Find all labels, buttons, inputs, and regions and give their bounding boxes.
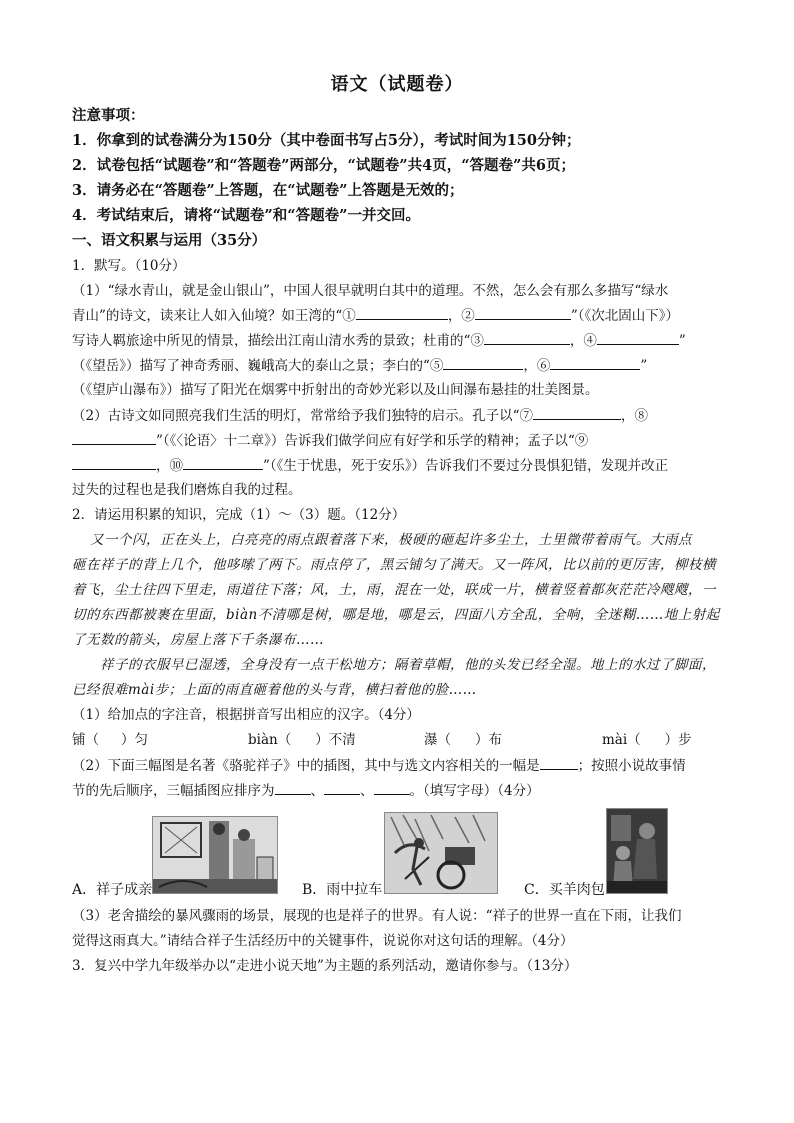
- q1-p2-line1: [72, 405, 722, 426]
- text: ，②: [447, 308, 475, 324]
- passage-line-7: 已经很难mài步；上面的雨直砸着他的头与背，横扫着他的脸……: [72, 682, 477, 698]
- q1-p2-line3: [72, 455, 722, 476]
- blank-8[interactable]: [72, 430, 156, 445]
- blank-9[interactable]: [72, 455, 156, 470]
- blank-6[interactable]: [550, 355, 640, 370]
- order-blank-1[interactable]: [275, 780, 311, 795]
- blank-4[interactable]: [597, 330, 679, 345]
- text: 节的先后顺序，三幅插图应排序为: [72, 783, 275, 799]
- text: ”: [678, 333, 686, 349]
- illustration-a-image: [152, 816, 278, 894]
- wedding-scene-icon: [153, 817, 277, 893]
- order-blank-2[interactable]: [324, 780, 360, 795]
- blank-10[interactable]: [183, 455, 263, 470]
- notice-item-1: 1．你拿到的试卷满分为150分（其中卷面书写占5分），考试时间为150分钟；: [72, 132, 581, 149]
- text: 铺（: [72, 732, 99, 748]
- q1-p2-line2: [72, 430, 722, 451]
- text: ）步: [664, 732, 692, 748]
- text: ，⑩: [156, 458, 183, 474]
- text: ”（《次北固山下》）: [570, 308, 679, 324]
- notice-item-3: 3．请务必在“答题卷”上答题，在“试题卷”上答题是无效的；: [72, 182, 464, 199]
- notice-heading: 注意事项：: [72, 107, 145, 124]
- text: 、: [310, 783, 324, 799]
- text: 瀑（: [424, 732, 451, 748]
- notice-item-2: 2．试卷包括“试题卷”和“答题卷”两部分，“试题卷”共4页，“答题卷”共6页；: [72, 157, 575, 174]
- illustration-a-caption: A．祥子成亲: [72, 882, 153, 898]
- rickshaw-rain-icon: [385, 813, 497, 893]
- illustration-c-image: [606, 808, 668, 894]
- q2-sub3-line1: （3）老舍描绘的暴风骤雨的场景，展现的也是祥子的世界。有人说：“祥子的世界一直在下雨，让我们: [72, 908, 682, 924]
- blank-1[interactable]: [356, 305, 448, 320]
- q1-p1-line1: （1）“绿水青山，就是金山银山”，中国人很早就明白其中的道理。不然，怎么会有那么多描写“绿水: [72, 283, 669, 299]
- pinyin-item-4: [602, 730, 692, 750]
- notice-item-4: 4．考试结束后，请将“试题卷”和“答题卷”一并交回。: [72, 207, 420, 224]
- q2-sub2-line2: [72, 780, 722, 801]
- illustration-b-image: [384, 812, 498, 894]
- text: （2）古诗文如同照亮我们生活的明灯，常常给予我们独特的启示。孔子以“⑦: [72, 408, 533, 424]
- pinyin-item-3: [424, 730, 502, 750]
- passage-line-1: 又一个闪，正在头上，白亮亮的雨点跟着落下来，极硬的砸起许多尘土，土里微带着雨气。大雨点: [90, 532, 692, 548]
- blank-3[interactable]: [484, 330, 570, 345]
- q1-p1-line2: [72, 305, 722, 326]
- passage-line-4: 切的东西都被裹在里面，biàn不清哪是树，哪是地，哪是云，四面八方全乱，全响，全迷糊……地上射起: [72, 607, 720, 623]
- q1-p1-line3: [72, 330, 722, 351]
- pinyin-item-1: [72, 730, 148, 750]
- text: ”（《生于忧患，死于安乐》）告诉我们不要过分畏惧犯错，发现并改正: [263, 458, 669, 474]
- passage-line-2: 砸在祥子的背上几个，他哆嗦了两下。雨点停了，黑云铺匀了满天。又一阵风，比以前的更厉害，柳枝横: [72, 557, 716, 573]
- blank-7[interactable]: [533, 405, 621, 420]
- q1-p1-line4: [72, 355, 722, 376]
- illustration-c-caption: C．买羊肉包: [524, 882, 605, 898]
- passage-line-6: 祥子的衣服早已湿透，全身没有一点干松地方；隔着草帽，他的头发已经全湿。地上的水过了脚面，: [100, 657, 716, 673]
- text: ）匀: [121, 732, 148, 748]
- q3-stem: 3．复兴中学九年级举办以“走进小说天地”为主题的系列活动，邀请你参与。（13分）: [72, 958, 578, 974]
- text: （2）下面三幅图是名著《骆驼祥子》中的插图，其中与选文内容相关的一幅是: [72, 758, 540, 774]
- q2-sub3-line2: 觉得这雨真大。”请结合祥子生活经历中的关键事件，说说你对这句话的理解。（4分）: [72, 933, 574, 949]
- answer-blank[interactable]: [540, 755, 578, 770]
- text: ”: [640, 358, 648, 374]
- text: biàn（: [248, 732, 292, 748]
- passage-line-5: 了无数的箭头，房屋上落下千条瀑布……: [72, 632, 324, 648]
- q2-sub1: （1）给加点的字注音，根据拼音写出相应的汉字。（4分）: [72, 707, 420, 723]
- text: ；按照小说故事情: [577, 758, 686, 774]
- text: ”（《〈论语〉十二章》）告诉我们做学问应有好学和乐学的精神；孟子以“⑨: [156, 433, 589, 449]
- text: 、: [360, 783, 374, 799]
- q2-sub2-line1: [72, 755, 722, 776]
- order-blank-3[interactable]: [374, 780, 410, 795]
- text: 青山”的诗文，读来让人如入仙境？如王湾的“①: [72, 308, 356, 324]
- section-heading: 一、语文积累与运用（35分）: [72, 232, 267, 249]
- page-title: 语文（试题卷）: [330, 74, 464, 95]
- text: ，⑧: [621, 408, 648, 424]
- text: ，④: [569, 333, 597, 349]
- q1-p1-line5: （《望庐山瀑布》）描写了阳光在烟雾中折射出的奇妙光彩以及山间瀑布悬挂的壮美图景。: [72, 382, 599, 398]
- text: 。（填写字母）（4分）: [409, 783, 540, 799]
- blank-5[interactable]: [443, 355, 523, 370]
- text: 写诗人羁旅途中所见的情景，描绘出江南山清水秀的景致；杜甫的“③: [72, 333, 484, 349]
- buying-buns-icon: [607, 809, 667, 893]
- q1-p2-line4: 过失的过程也是我们磨炼自我的过程。: [72, 482, 302, 498]
- q2-stem: 2．请运用积累的知识，完成（1）～（3）题。（12分）: [72, 507, 406, 523]
- blank-2[interactable]: [475, 305, 571, 320]
- text: ）不清: [315, 732, 356, 748]
- passage-line-3: 着飞，尘土往四下里走，雨道往下落；风，土，雨，混在一处，联成一片，横着竖着都灰茫茫冷飕飕，一: [72, 582, 716, 598]
- illustration-b-caption: B．雨中拉车: [302, 882, 383, 898]
- q1-stem: 1．默写。（10分）: [72, 258, 186, 274]
- text: mài（: [602, 732, 641, 748]
- text: ）布: [475, 732, 502, 748]
- pinyin-item-2: [248, 730, 356, 750]
- text: ，⑥: [523, 358, 551, 374]
- text: （《望岳》）描写了神奇秀丽、巍峨高大的泰山之景；李白的“⑤: [72, 358, 444, 374]
